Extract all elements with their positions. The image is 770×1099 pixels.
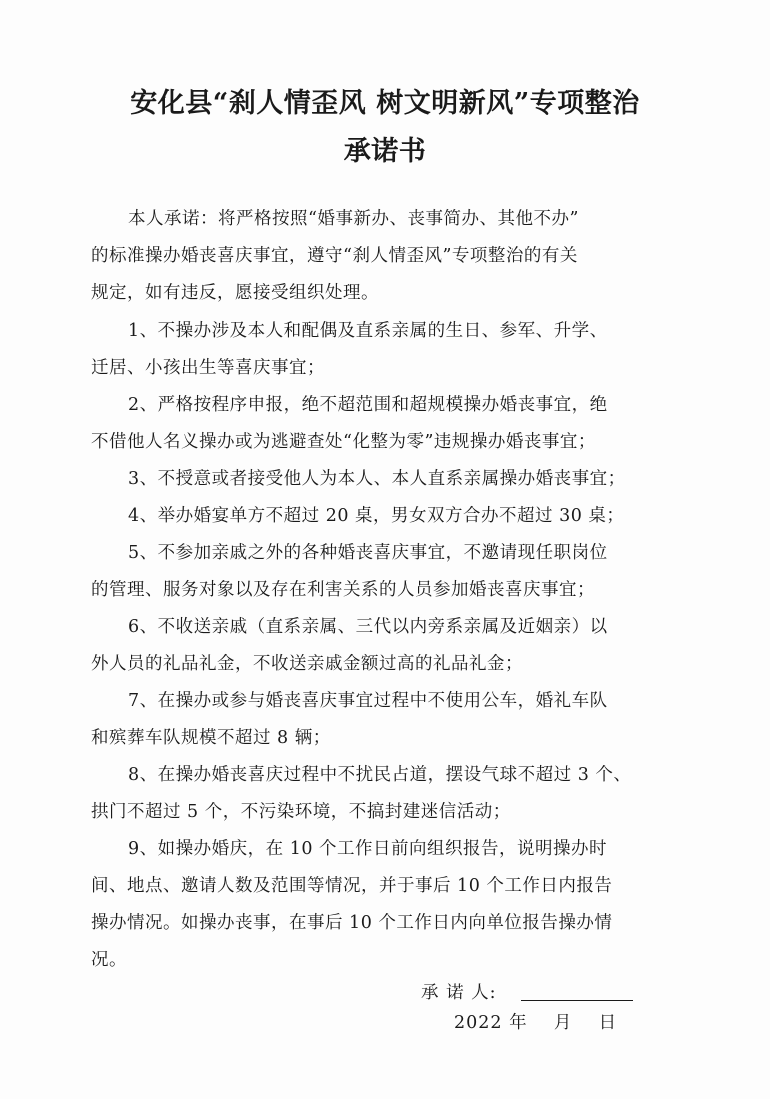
item-8-line-1: 8、在操办婚丧喜庆过程中不扰民占道，摆设气球不超过 3 个、 bbox=[128, 765, 632, 785]
item-7-line-1: 7、在操办或参与婚丧喜庆事宜过程中不使用公车，婚礼车队 bbox=[128, 691, 608, 711]
item-9-line-4: 况。 bbox=[91, 950, 127, 970]
item-7-line-2: 和殡葬车队规模不超过 8 辆； bbox=[91, 728, 331, 748]
intro-line-3: 规定，如有违反，愿接受组织处理。 bbox=[91, 283, 379, 303]
intro-line-2: 的标准操办婚丧喜庆事宜，遵守“刹人情歪风”专项整治的有关 bbox=[91, 246, 578, 266]
signature-label: 承 诺 人: bbox=[421, 983, 497, 1003]
item-9-line-2: 间、地点、邀请人数及范围等情况，并于事后 10 个工作日内报告 bbox=[91, 876, 613, 896]
item-2-line-1: 2、严格按程序申报，绝不超范围和超规模操办婚丧事宜，绝 bbox=[128, 395, 608, 415]
item-9-line-1: 9、如操办婚庆，在 10 个工作日前向组织报告，说明操办时 bbox=[128, 839, 608, 859]
item-8-line-2: 拱门不超过 5 个，不污染环境，不搞封建迷信活动； bbox=[91, 802, 511, 822]
date-line: 2022 年 月 日 bbox=[454, 1013, 618, 1033]
item-4-line-1: 4、举办婚宴单方不超过 20 桌，男女双方合办不超过 30 桌； bbox=[128, 506, 625, 526]
document-title: 安化县“刹人情歪风 树文明新风”专项整治 bbox=[130, 88, 640, 119]
item-5-line-1: 5、不参加亲戚之外的各种婚丧喜庆事宜，不邀请现任职岗位 bbox=[128, 543, 608, 563]
item-2-line-2: 不借他人名义操办或为逃避查处“化整为零”违规操办婚丧事宜； bbox=[91, 432, 596, 452]
item-1-line-2: 迁居、小孩出生等喜庆事宜； bbox=[91, 358, 325, 378]
item-1-line-1: 1、不操办涉及本人和配偶及直系亲属的生日、参军、升学、 bbox=[128, 321, 608, 341]
item-3-line-1: 3、不授意或者接受他人为本人、本人直系亲属操办婚丧事宜； bbox=[128, 469, 626, 489]
intro-line-1: 本人承诺：将严格按照“婚事新办、丧事简办、其他不办” bbox=[128, 209, 579, 229]
signature-line bbox=[521, 1000, 633, 1001]
document-subtitle: 承诺书 bbox=[343, 136, 427, 167]
item-9-line-3: 操办情况。如操办丧事，在事后 10 个工作日内向单位报告操办情 bbox=[91, 913, 613, 933]
item-6-line-1: 6、不收送亲戚（直系亲属、三代以内旁系亲属及近姻亲）以 bbox=[128, 617, 608, 637]
item-5-line-2: 的管理、服务对象以及存在利害关系的人员参加婚丧喜庆事宜； bbox=[91, 580, 595, 600]
item-6-line-2: 外人员的礼品礼金，不收送亲戚金额过高的礼品礼金； bbox=[91, 654, 523, 674]
